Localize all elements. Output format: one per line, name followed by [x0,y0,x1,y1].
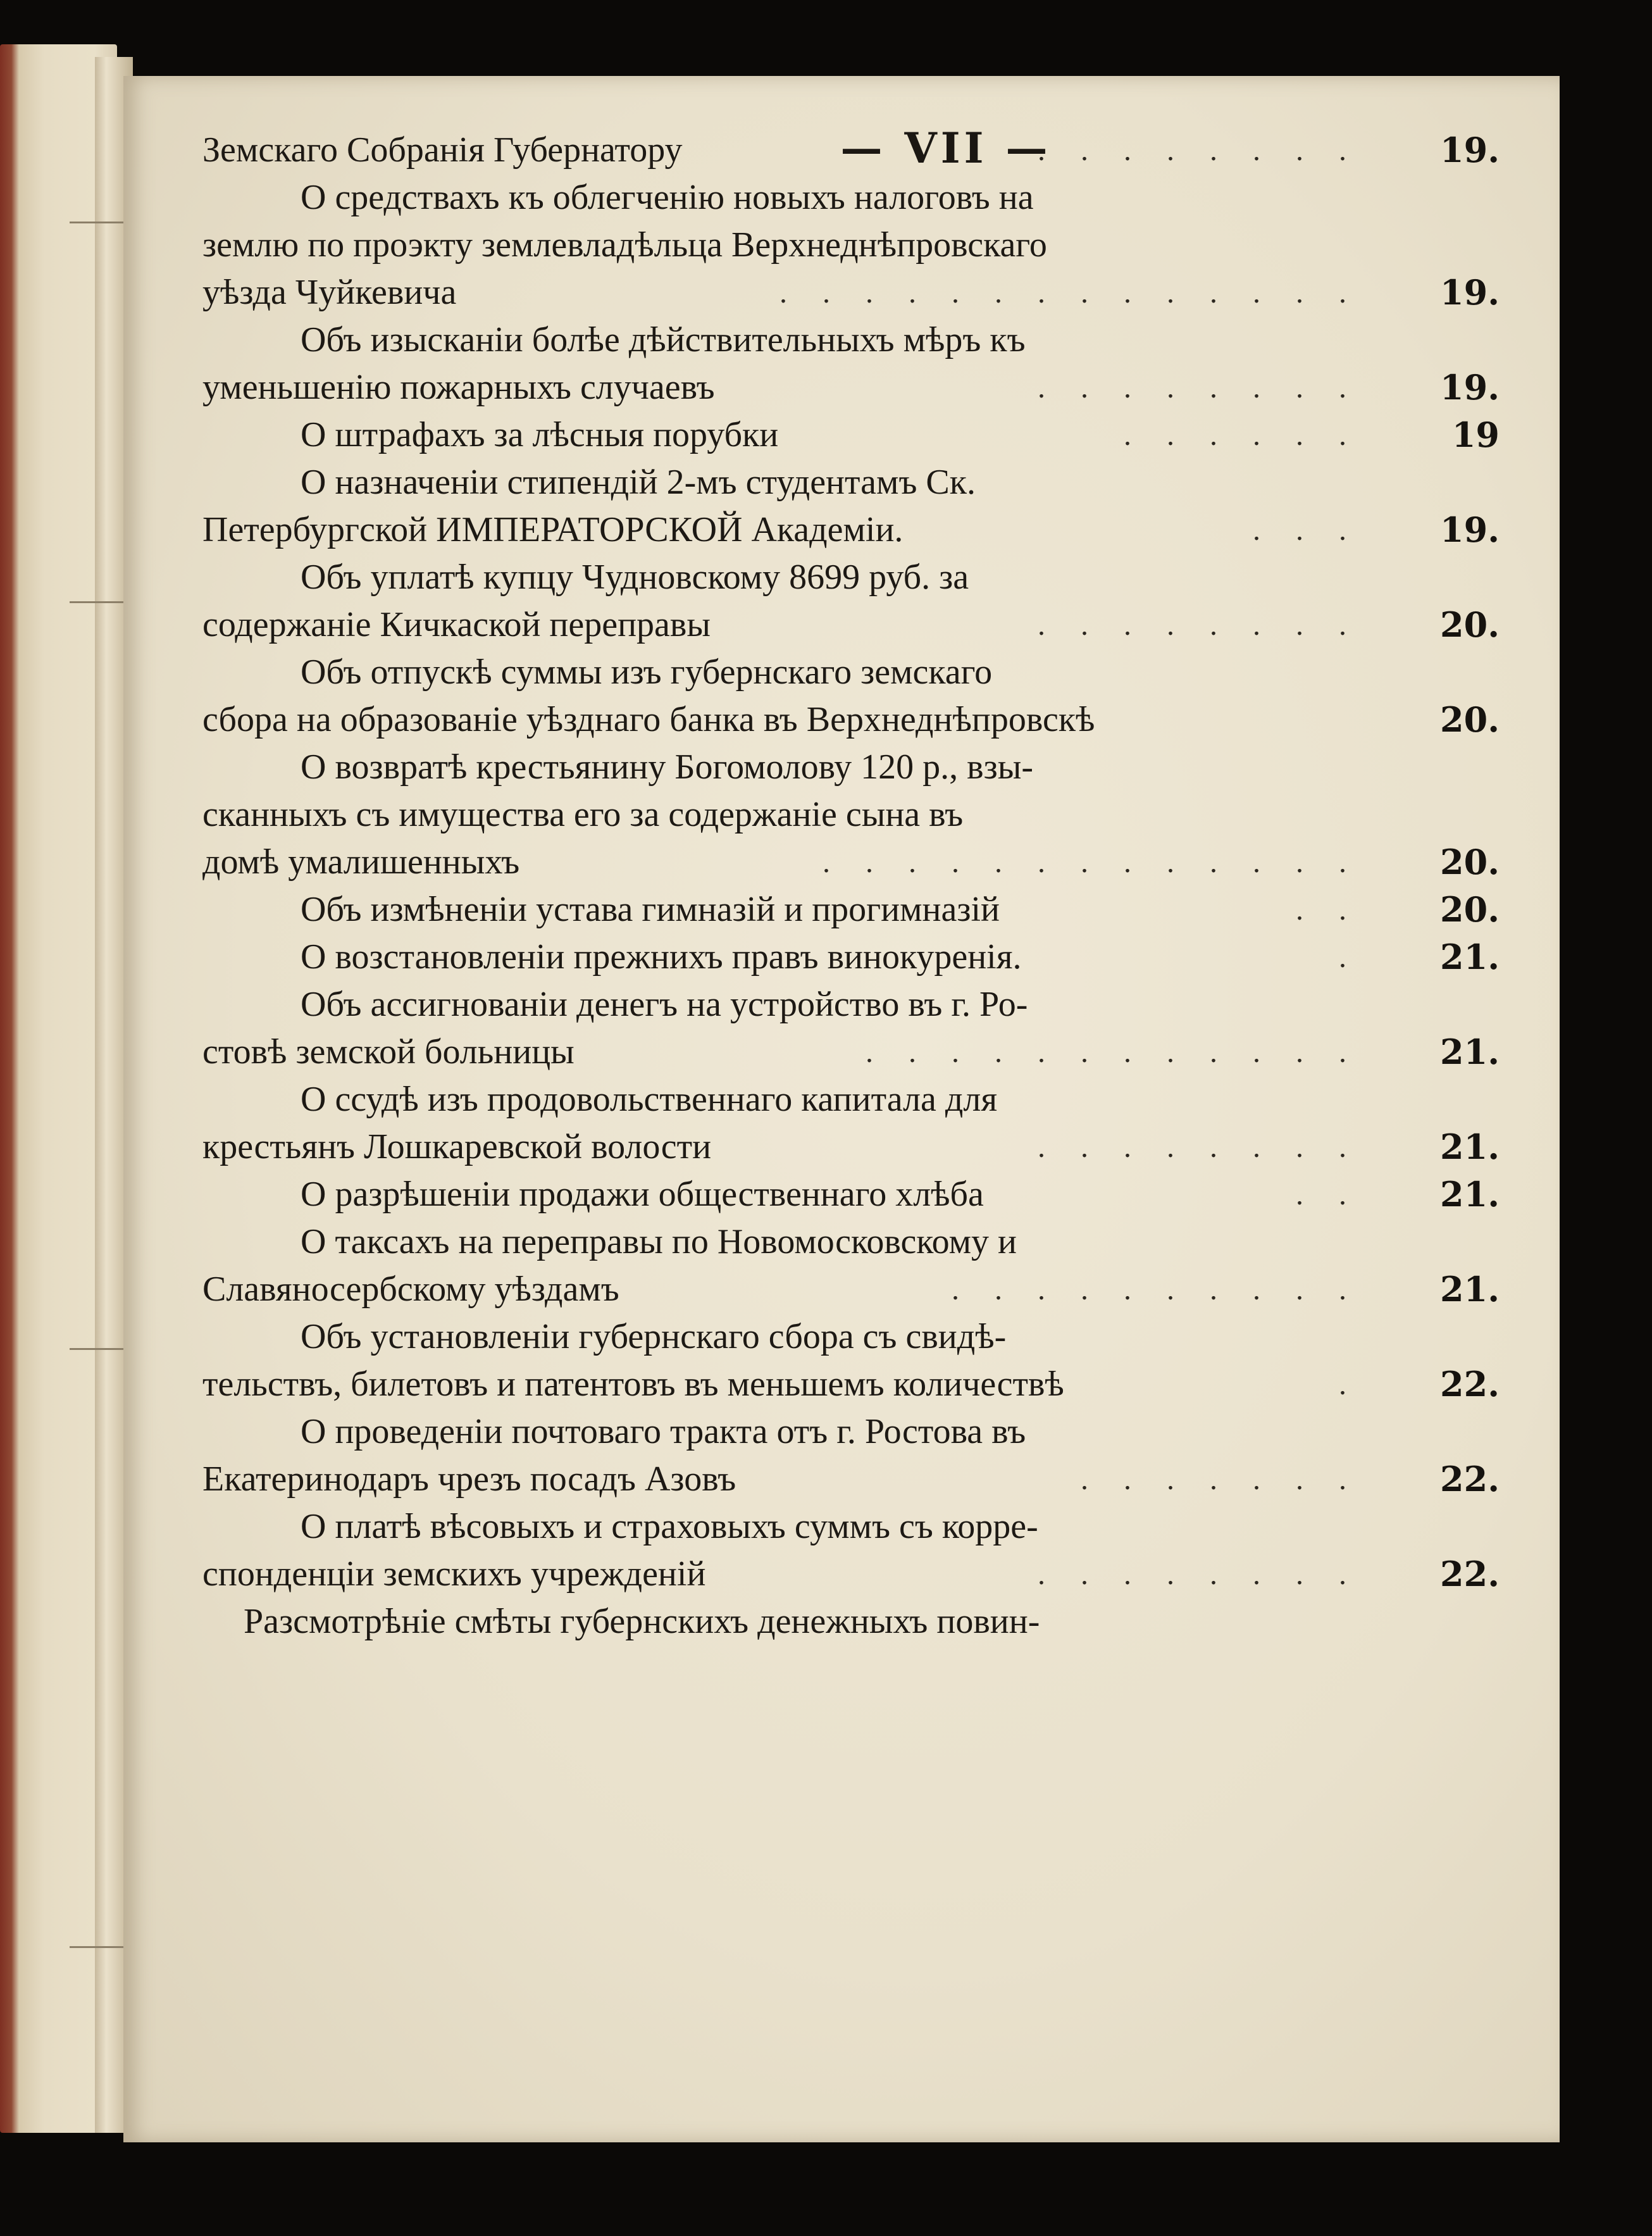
toc-text: Объ изысканіи болѣе дѣйствительныхъ мѣръ къ [301,320,1026,359]
toc-line [202,1218,1500,1266]
toc-line [202,411,1500,459]
toc-text: О назначеніи стипендій 2-мъ студентамъ Ск. [301,463,976,502]
toc-line [202,1076,1500,1123]
toc-line [202,1503,1500,1551]
toc-line [202,839,1500,886]
toc-page-number: 20. [1440,842,1500,882]
toc-text: Разсмотрѣніе смѣты губернскихъ денежныхъ повин- [244,1602,1040,1641]
toc-text: Екатеринодаръ чрезъ посадъ Азовъ [202,1459,736,1499]
toc-line [202,1598,1500,1646]
toc-line [202,696,1500,744]
toc-page-number: 19 [1451,415,1500,455]
toc-line [202,1313,1500,1361]
toc-line [202,364,1500,411]
toc-text: О средствахъ къ облегченію новыхъ налоговъ на [301,178,1034,217]
toc-text: Петербургской ИМПЕРАТОРСКОЙ Академіи. [202,510,904,549]
toc-line [202,744,1500,791]
page-header: — VII — [840,123,1052,173]
toc-line [202,791,1500,839]
toc-line [202,1123,1500,1171]
toc-line [202,601,1500,649]
leader-dots: . . . . . . . . . . [952,1273,1360,1306]
table-of-contents [202,127,1500,1646]
leader-dots: . . . [1253,513,1360,547]
toc-line [202,1456,1500,1503]
toc-line [202,554,1500,601]
toc-page-number: 21. [1440,1269,1500,1309]
toc-line [202,316,1500,364]
toc-line [202,269,1500,316]
leader-dots: . . [1296,1178,1360,1211]
leader-dots: . . . . . . . . [1038,371,1360,404]
toc-page-number: 22. [1440,1459,1500,1499]
toc-page-number: 20. [1440,889,1500,930]
toc-text: крестьянъ Лошкаревской волости [202,1127,712,1166]
toc-line [202,174,1500,222]
toc-line [202,649,1500,696]
toc-text: О ссудѣ изъ продовольственнаго капитала для [301,1080,998,1119]
toc-text: Славяносербскому уѣздамъ [202,1270,619,1309]
toc-line [202,459,1500,506]
toc-line [202,1171,1500,1218]
toc-page-number: 21. [1440,1127,1500,1167]
toc-page-number: 20. [1440,604,1500,645]
toc-line [202,1361,1500,1408]
toc-text: Объ ассигнованіи денегъ на устройство въ г. Ро- [301,985,1028,1024]
toc-text: О таксахъ на переправы по Новомосковскому и [301,1222,1017,1261]
toc-text: содержаніе Кичкаской переправы [202,605,711,644]
toc-text: сканныхъ съ имущества его за содержаніе сына въ [202,795,964,834]
leader-dots: . . . . . . . . . . . . [866,1035,1360,1069]
leader-dots: . [1339,1368,1360,1401]
toc-text: Объ отпускѣ суммы изъ губернскаго земскаго [301,653,993,692]
toc-page-number: 21. [1440,937,1500,977]
toc-page-number: 19. [1440,509,1500,550]
leader-dots: . . . . . . . . [1038,608,1360,642]
toc-text: уѣзда Чуйкевича [202,273,457,312]
toc-page-number: 22. [1440,1364,1500,1404]
toc-text: Объ установленіи губернскаго сбора съ свидѣ- [301,1317,1007,1356]
toc-page-number: 19. [1440,130,1500,170]
leader-dots: . . . . . . . [1081,1463,1360,1496]
toc-text: Объ уплатѣ купцу Чудновскому 8699 руб. за [301,558,969,597]
toc-text: уменьшенію пожарныхъ случаевъ [202,368,715,407]
leader-dots: . . . . . . . . . . . . . [823,846,1360,879]
toc-text: О штрафахъ за лѣсныя порубки [301,415,779,454]
toc-page-number: 19. [1440,272,1500,313]
leader-dots: . . . . . . . . [1038,1130,1360,1164]
toc-line [202,1028,1500,1076]
toc-line [202,127,1500,174]
toc-page-number: 22. [1440,1554,1500,1594]
toc-page-number: 19. [1440,367,1500,408]
leader-dots: . . . . . . . . [1038,1558,1360,1591]
toc-page-number: 21. [1440,1174,1500,1215]
toc-page-number: 21. [1440,1032,1500,1072]
leader-dots: . . . . . . . . [1038,134,1360,167]
toc-line [202,1266,1500,1313]
toc-line [202,1551,1500,1598]
toc-line [202,1408,1500,1456]
toc-text: тельствъ, билетовъ и патентовъ въ меньшемъ количествѣ [202,1365,1064,1404]
toc-text: О проведеніи почтоваго тракта отъ г. Ростова въ [301,1412,1026,1451]
toc-line [202,886,1500,934]
toc-text: сбора на образованіе уѣзднаго банка въ Верхнеднѣпровскѣ [202,700,1095,739]
toc-line [202,222,1500,269]
toc-text: спонденціи земскихъ учрежденій [202,1554,706,1594]
toc-text: домѣ умалишенныхъ [202,842,520,882]
toc-text: Земскаго Собранія Губернатору [202,130,683,170]
leader-dots: . . [1296,893,1360,927]
toc-text: О возстановленіи прежнихъ правъ винокуренія. [301,937,1022,977]
toc-text: землю по проэкту землевладѣльца Верхнеднѣпровскаго [202,225,1047,265]
leader-dots: . . . . . . [1124,418,1360,452]
toc-text: О разрѣшеніи продажи общественнаго хлѣба [301,1175,984,1214]
toc-text: Объ измѣненіи устава гимназій и прогимназій [301,890,1000,929]
toc-text: О платѣ вѣсовыхъ и страховыхъ суммъ съ корре- [301,1507,1038,1546]
leader-dots: . [1339,940,1360,974]
leader-dots: . . . . . . . . . . . . . . [779,276,1360,309]
toc-line [202,981,1500,1028]
toc-line [202,934,1500,981]
toc-text: О возвратѣ крестьянину Богомолову 120 р., взы- [301,747,1034,787]
toc-line [202,506,1500,554]
toc-page-number: 20. [1440,699,1500,740]
toc-text: стовѣ земской больницы [202,1032,574,1071]
